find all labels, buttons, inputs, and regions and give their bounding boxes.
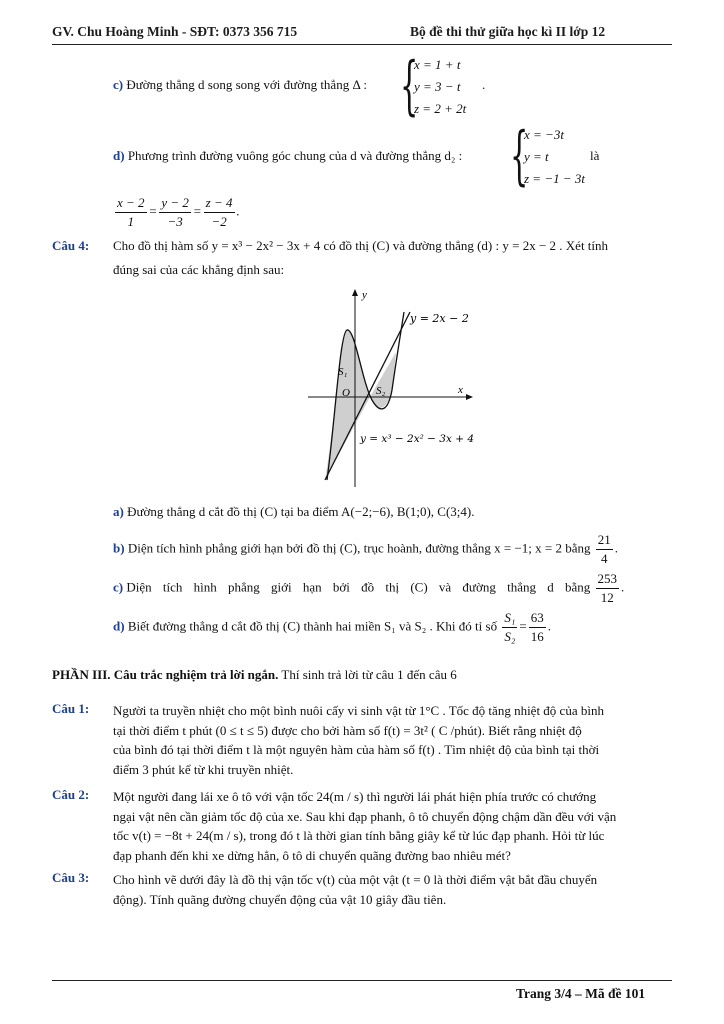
- short-q2-line: ngại vật nên cần giảm tốc độ của xe. Sau khi đạp phanh, ô tô chuyển động chậm dần đều với vận: [113, 808, 617, 824]
- perpendicular-equation: $\frac{x - 2}{1}$ = $\frac{y - 2}{-3}$ = $\frac{z - 4}{-2}$ .: [117, 195, 240, 229]
- header-teacher: GV. Chu Hoàng Minh - SĐT: 0373 356 715: [52, 24, 298, 39]
- delta-eq-y: y = 3 − t: [414, 79, 461, 94]
- q4-d-text: Biết đường thẳng d cắt đồ thị (C) thành hai miền S₁ và S₂ . Khi đó tỉ số: [127, 618, 498, 634]
- system-brace-1: {: [400, 49, 419, 123]
- item-c-tail: .: [482, 77, 486, 92]
- delta-system: [414, 54, 466, 120]
- q4-b-frac-num: 21: [596, 531, 613, 550]
- q4-option-c: [113, 570, 624, 607]
- curve-label: y = x³ − 2x² − 3x + 4: [360, 433, 475, 445]
- eq-frac-2-num: y − 2: [159, 194, 191, 213]
- q4-b-label: b): [113, 540, 125, 556]
- q4-d-ratio-den: S₂: [504, 629, 516, 644]
- eq-tail: .: [236, 203, 240, 219]
- item-d-prev: [113, 148, 462, 164]
- q4-d-frac-num: 63: [529, 609, 546, 628]
- q4-c-frac-den: 12: [600, 590, 614, 605]
- q4-c-label: c): [113, 579, 124, 595]
- q4-a-label: a): [113, 504, 124, 519]
- axis-y-label: y: [362, 289, 367, 301]
- item-d-tail: là: [590, 148, 600, 163]
- delta-eq-z: z = 2 + 2t: [414, 101, 467, 116]
- short-q1-label: Câu 1:: [52, 701, 90, 716]
- d2-eq-z: z = −1 − 3t: [524, 171, 585, 186]
- q4-line1: Cho đồ thị hàm số y = x³ − 2x² − 3x + 4 có đồ thị (C) và đường thẳng (d) : y = 2x − 2 . Xét tính: [113, 238, 609, 253]
- short-q1-line: tại thời điểm t phút (0 ≤ t ≤ 5) được cho bởi hàm số f(t) = 3t² ( C /phút). Biết rằng nhiệt độ: [113, 722, 582, 738]
- q4-b-frac-den: 4: [601, 551, 608, 566]
- q4-line2: đúng sai của các khẳng định sau:: [113, 262, 285, 277]
- q4-option-a: [113, 504, 474, 520]
- line-label: y = 2x − 2: [410, 312, 469, 325]
- part3-subtitle: Thí sinh trả lời từ câu 1 đến câu 6: [281, 667, 457, 682]
- footer-divider: [52, 980, 672, 981]
- q4-d-eq: =: [519, 618, 527, 634]
- eq-frac-2-den: −3: [167, 214, 183, 229]
- axis-x-label: x: [458, 384, 463, 396]
- q4-b-tail: .: [614, 540, 619, 556]
- region-s2: [370, 352, 396, 408]
- q4-a-text: Đường thẳng d cắt đồ thị (C) tại ba điểm A(−2;−6), B(1;0), C(3;4).: [127, 504, 475, 519]
- q4-c-tail: .: [621, 579, 625, 595]
- short-q1-line: điểm 3 phút kể từ khi truyền nhiệt.: [113, 761, 294, 777]
- short-q3-body: [113, 870, 673, 909]
- short-q2-body: [113, 787, 673, 865]
- q4-option-d: [113, 609, 551, 646]
- s2-label: S₂: [376, 385, 386, 397]
- d2-eq-x: x = −3t: [524, 127, 564, 142]
- item-d-text: Phương trình đường vuông góc chung của d và đường thẳng d₂ :: [127, 148, 463, 163]
- q4-b-text: Diện tích hình phẳng giới hạn bởi đồ thị (C), trục hoành, đường thẳng x = −1; x = 2 bằng: [127, 540, 591, 556]
- system-brace-2: {: [510, 119, 529, 193]
- item-c-label: c): [113, 77, 124, 92]
- short-q2-label: Câu 2:: [52, 787, 90, 802]
- header-exam-title: Bộ đề thi thử giữa học kì II lớp 12: [410, 24, 606, 39]
- q4-d-tail: .: [547, 618, 551, 634]
- short-q1-line: Người ta truyền nhiệt cho một bình nuôi cấy vi sinh vật từ 1°C . Tốc độ tăng nhiệt độ của bình: [113, 703, 604, 718]
- q4-option-b: [113, 531, 618, 568]
- function-graph: [300, 282, 500, 492]
- short-q2-line: đạp phanh đến khi xe dừng hẳn, ô tô di chuyển quãng đường bao nhiêu mét?: [113, 847, 511, 863]
- eq-frac-1-den: 1: [127, 214, 135, 229]
- item-d-label: d): [113, 148, 125, 163]
- short-q3-line: động). Tính quãng đường chuyển động của vật 10 giây đầu tiên.: [113, 891, 447, 907]
- eq-frac-3-num: z − 4: [204, 194, 235, 213]
- q4-c-frac-num: 253: [596, 570, 620, 589]
- short-q1-body: [113, 701, 673, 779]
- eq-frac-3-den: −2: [211, 214, 227, 229]
- short-q3-line: Cho hình vẽ dưới đây là đồ thị vận tốc v(t) của một vật (t = 0 là thời điểm vật bắt đầu chuyển: [113, 872, 598, 887]
- short-q3-label: Câu 3:: [52, 870, 90, 885]
- q4-d-label: d): [113, 618, 125, 634]
- short-q2-line: Một người đang lái xe ô tô với vận tốc 24(m / s) thì người lái phát hiện phía trước có chướng: [113, 789, 597, 804]
- q4-c-text: Diện tích hình phẳng giới hạn bởi đồ thị (C) và đường thẳng d bằng: [126, 579, 591, 595]
- d2-system: [524, 124, 585, 190]
- item-c-text: Đường thẳng d song song với đường thẳng Δ :: [126, 77, 367, 92]
- header-divider: [52, 44, 672, 45]
- footer-page: Trang 3/4 – Mã đề 101: [516, 986, 646, 1001]
- eq-frac-1-num: x − 2: [115, 194, 147, 213]
- part3-heading: [52, 667, 457, 683]
- d2-eq-y: y = t: [524, 149, 549, 164]
- q4-d-ratio-num: S₁: [502, 609, 517, 628]
- delta-eq-x: x = 1 + t: [414, 57, 461, 72]
- origin-label: O: [342, 387, 350, 399]
- q4-label: Câu 4:: [52, 238, 90, 253]
- q4-d-frac-den: 16: [530, 629, 544, 644]
- short-q1-line: của bình đó tại thời điểm t là một nguyên hàm của hàm số f(t) . Tìm nhiệt độ của bình tại thời: [113, 742, 600, 757]
- short-q2-line: tốc v(t) = −8t + 24(m / s), trong đó t là thời gian tính bằng giây kể từ lúc đạp phanh. Hỏi từ lúc: [113, 828, 605, 843]
- part3-title: PHẦN III. Câu trắc nghiệm trả lời ngắn.: [52, 667, 279, 682]
- s1-label: S₁: [338, 366, 348, 378]
- item-c-prev: [113, 77, 367, 93]
